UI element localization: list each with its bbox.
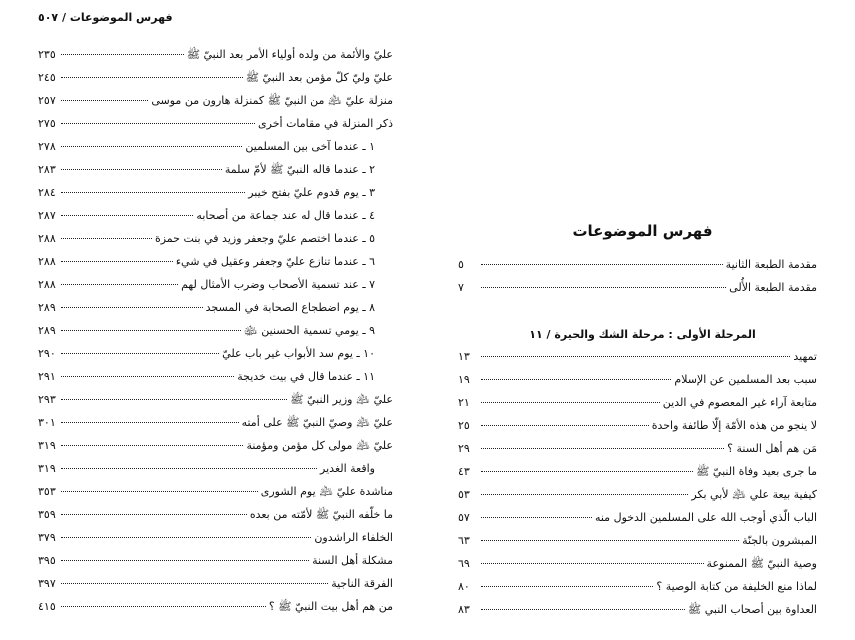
toc-entry-page: ٢٧٥ [38, 117, 56, 130]
toc-entry-page: ٣٧٩ [38, 531, 56, 544]
dot-leader [61, 146, 242, 147]
toc-entry [458, 396, 817, 419]
toc-entry-page: ٢٨٨ [38, 232, 56, 245]
toc-entry [38, 117, 393, 140]
page-title: فهرس الموضوعات [572, 222, 713, 240]
dot-leader [481, 586, 653, 587]
toc-entry [458, 419, 817, 442]
toc-entry [38, 462, 393, 485]
toc-entry [38, 531, 393, 554]
dot-leader [481, 563, 704, 564]
toc-entry-label: تمهيد [793, 350, 817, 363]
toc-entry-page: ٢٨٨ [38, 255, 56, 268]
toc-entry-page: ٣١٩ [38, 439, 56, 452]
dot-leader [481, 425, 649, 426]
toc-entry-label: ما جرى بعيد وفاة النبيّ ﷺ [696, 465, 817, 478]
toc-entry-label: ٨ ـ يوم اضطجاع الصحابة في المسجد [205, 301, 375, 314]
dot-leader [61, 445, 243, 446]
toc-entry-label: كيفية بيعة علي ﵇ لأبي بكر [691, 488, 817, 501]
toc-entry [38, 416, 393, 439]
toc-entry [38, 209, 393, 232]
toc-entry-label: مقدمة الطبعة الثانية [725, 258, 817, 271]
toc-entry [458, 580, 817, 603]
toc-entry [458, 557, 817, 580]
dot-leader [61, 215, 193, 216]
toc-entry [458, 534, 817, 557]
toc-entry-page: ٢٨٩ [38, 301, 56, 314]
toc-entry-page: ٨٠ [458, 580, 470, 593]
toc-list-right [458, 350, 817, 626]
dot-leader [61, 238, 152, 239]
section-title: المرحلة الأولى : مرحلة الشك والحيرة / ١١ [529, 328, 756, 341]
toc-entry-label: لا ينجو من هذه الأمّة إلّا طائفة واحدة [651, 419, 817, 432]
toc-entry [458, 511, 817, 534]
dot-leader [61, 54, 184, 55]
dot-leader [61, 100, 148, 101]
toc-entry-label: الباب الّذي أوجب الله على المسلمين الدخول منه [594, 511, 817, 524]
toc-entry-page: ٦٩ [458, 557, 470, 570]
toc-entry-label: ٢ ـ عندما قاله النبيّ ﷺ لأمّ سلمة [224, 163, 375, 176]
toc-entry [38, 186, 393, 209]
dot-leader [481, 494, 688, 495]
toc-entry-label: متابعة آراء غير المعصوم في الدين [662, 396, 817, 409]
toc-entry-label: عليّ والأئمة من ولده أولياء الأمر بعد النبيّ ﷺ [186, 48, 393, 61]
dot-leader [61, 560, 309, 561]
toc-entry-page: ٢٩ [458, 442, 470, 455]
toc-entry [38, 577, 393, 600]
toc-entry-label: مقدمة الطبعة الأُلى [729, 281, 817, 294]
dot-leader [481, 609, 685, 610]
toc-entry [38, 554, 393, 577]
toc-entry [38, 278, 393, 301]
dot-leader [61, 468, 317, 469]
toc-entry-label: ما خلّفه النبيّ ﷺ لأمّته من بعده [249, 508, 393, 521]
toc-entry [38, 301, 393, 324]
dot-leader [481, 540, 739, 541]
dot-leader [61, 330, 241, 331]
toc-entry [38, 48, 393, 71]
toc-entry-page: ٦٣ [458, 534, 470, 547]
toc-entry-label: العداوة بين أصحاب النبي ﷺ [687, 603, 817, 616]
dot-leader [61, 123, 255, 124]
dot-leader [61, 606, 266, 607]
toc-list-left [38, 48, 393, 623]
dot-leader [481, 356, 790, 357]
toc-entry-page: ٢١ [458, 396, 470, 409]
toc-entry-label: مشكلة أهل السنة [312, 554, 393, 567]
toc-entry [38, 393, 393, 416]
toc-entry [458, 603, 817, 626]
dot-leader [61, 399, 287, 400]
toc-entry-label: سبب بعد المسلمين عن الإسلام [674, 373, 817, 386]
dot-leader [61, 192, 245, 193]
toc-entry-page: ٢٩١ [38, 370, 56, 383]
toc-entry-label: ذكر المنزلة في مقامات أخرى [258, 117, 393, 130]
toc-entry [38, 347, 393, 370]
toc-entry-label: وصية النبيّ ﷺ الممنوعة [706, 557, 817, 570]
toc-entry [38, 508, 393, 531]
toc-entry [38, 370, 393, 393]
dot-leader [61, 376, 234, 377]
toc-entry-page: ٢٨٤ [38, 186, 56, 199]
toc-entry-label: ١١ ـ عندما قال في بيت خديجة [237, 370, 375, 383]
dot-leader [481, 379, 671, 380]
toc-entry-page: ٢٥٧ [38, 94, 56, 107]
toc-entry-label: عليّ ﵇ وصيّ النبيّ ﷺ على أمته [241, 416, 393, 429]
toc-entry-page: ١٩ [458, 373, 470, 386]
toc-entry-label: ٤ ـ عندما قال له عند جماعة من أصحابه [196, 209, 375, 222]
toc-entry-label: ١ ـ عندما آخى بين المسلمين [245, 140, 375, 153]
running-head: فهرس الموضوعات / ٥٠٧ [38, 11, 173, 24]
toc-entry-page: ٧ [458, 281, 464, 294]
toc-entry-page: ٣٩٧ [38, 577, 56, 590]
dot-leader [61, 583, 328, 584]
toc-entry [458, 442, 817, 465]
toc-entry-label: مناشدة عليّ ﵇ يوم الشورى [260, 485, 393, 498]
dot-leader [481, 287, 726, 288]
toc-entry-label: الفرقة الناجية [331, 577, 393, 590]
dot-leader [61, 514, 247, 515]
toc-entry-label: منزلة عليّ ﵇ من النبيّ ﷺ كمنزلة هارون من موسى [151, 94, 393, 107]
dot-leader [61, 169, 222, 170]
toc-entry-label: لماذا منع الخليفة من كتابة الوصية ؟ [656, 580, 817, 593]
toc-entry-page: ٣٩٥ [38, 554, 56, 567]
toc-entry-page: ٥٧ [458, 511, 470, 524]
toc-entry-page: ٥ [458, 258, 464, 271]
toc-entry-label: عليّ وليّ كلّ مؤمن بعد النبيّ ﷺ [245, 71, 393, 84]
toc-entry [38, 163, 393, 186]
toc-entry-label: ٣ ـ يوم قدوم عليّ بفتح خيبر [248, 186, 375, 199]
dot-leader [61, 422, 239, 423]
toc-entry [38, 324, 393, 347]
toc-entry-page: ٢٧٨ [38, 140, 56, 153]
dot-leader [61, 284, 178, 285]
toc-entry-page: ٢٨٧ [38, 209, 56, 222]
toc-entry-label: ١٠ ـ يوم سد الأبواب غير باب عليّ [222, 347, 375, 360]
toc-entry [458, 281, 817, 304]
toc-entry-page: ١٣ [458, 350, 470, 363]
toc-entry-page: ٨٣ [458, 603, 470, 616]
toc-entry [458, 488, 817, 511]
dot-leader [481, 448, 724, 449]
toc-entry [38, 600, 393, 623]
toc-entry-page: ٢٨٩ [38, 324, 56, 337]
toc-entry [38, 71, 393, 94]
toc-entry-label: من هم أهل بيت النبيّ ﷺ ؟ [268, 600, 393, 613]
dot-leader [61, 77, 243, 78]
toc-entry-page: ٣٥٣ [38, 485, 56, 498]
toc-entry-page: ٣٥٩ [38, 508, 56, 521]
toc-entry-label: الخلفاء الراشدون [314, 531, 393, 544]
toc-entry-label: عليّ ﵇ مولى كل مؤمن ومؤمنة [246, 439, 393, 452]
toc-entry [458, 373, 817, 396]
toc-entry-page: ٢٤٥ [38, 71, 56, 84]
dot-leader [481, 517, 592, 518]
toc-entry [458, 258, 817, 281]
dot-leader [61, 353, 219, 354]
toc-entry-label: عليّ ﵇ وزير النبيّ ﷺ [290, 393, 393, 406]
toc-entry-label: واقعة الغدير [320, 462, 375, 475]
toc-entry-label: ٩ ـ يومي تسمية الحسنين ﵉ [244, 324, 375, 337]
toc-entry [38, 439, 393, 462]
toc-entry-page: ٢٣٥ [38, 48, 56, 61]
dot-leader [61, 491, 258, 492]
toc-entry [38, 232, 393, 255]
toc-entry-label: المبشرون بالجنّة [742, 534, 817, 547]
toc-list-intro [458, 258, 817, 304]
toc-entry-page: ٢٨٨ [38, 278, 56, 291]
toc-entry-page: ٢٨٣ [38, 163, 56, 176]
toc-entry-label: مَن هم أهل السنة ؟ [727, 442, 817, 455]
toc-entry [38, 94, 393, 117]
dot-leader [481, 471, 693, 472]
toc-entry-page: ٥٣ [458, 488, 470, 501]
toc-entry-page: ٢٩٠ [38, 347, 56, 360]
toc-entry-page: ٤١٥ [38, 600, 56, 613]
toc-entry [38, 485, 393, 508]
toc-entry-label: ٥ ـ عندما اختصم عليّ وجعفر وزيد في بنت حمزة [154, 232, 375, 245]
toc-entry [458, 350, 817, 373]
toc-entry-label: ٧ ـ عند تسمية الأصحاب وضرب الأمثال لهم [181, 278, 375, 291]
dot-leader [481, 402, 660, 403]
toc-entry-page: ٣٠١ [38, 416, 56, 429]
dot-leader [61, 307, 203, 308]
toc-entry-page: ٢٥ [458, 419, 470, 432]
dot-leader [61, 261, 173, 262]
dot-leader [61, 537, 311, 538]
toc-entry [38, 140, 393, 163]
toc-entry-page: ٣١٩ [38, 462, 56, 475]
right-page [430, 0, 855, 640]
toc-entry [458, 465, 817, 488]
toc-entry-page: ٤٣ [458, 465, 470, 478]
toc-entry-label: ٦ ـ عندما تنازع عليّ وجعفر وعقيل في شيء [175, 255, 375, 268]
dot-leader [481, 264, 723, 265]
toc-entry-page: ٢٩٣ [38, 393, 56, 406]
toc-entry [38, 255, 393, 278]
